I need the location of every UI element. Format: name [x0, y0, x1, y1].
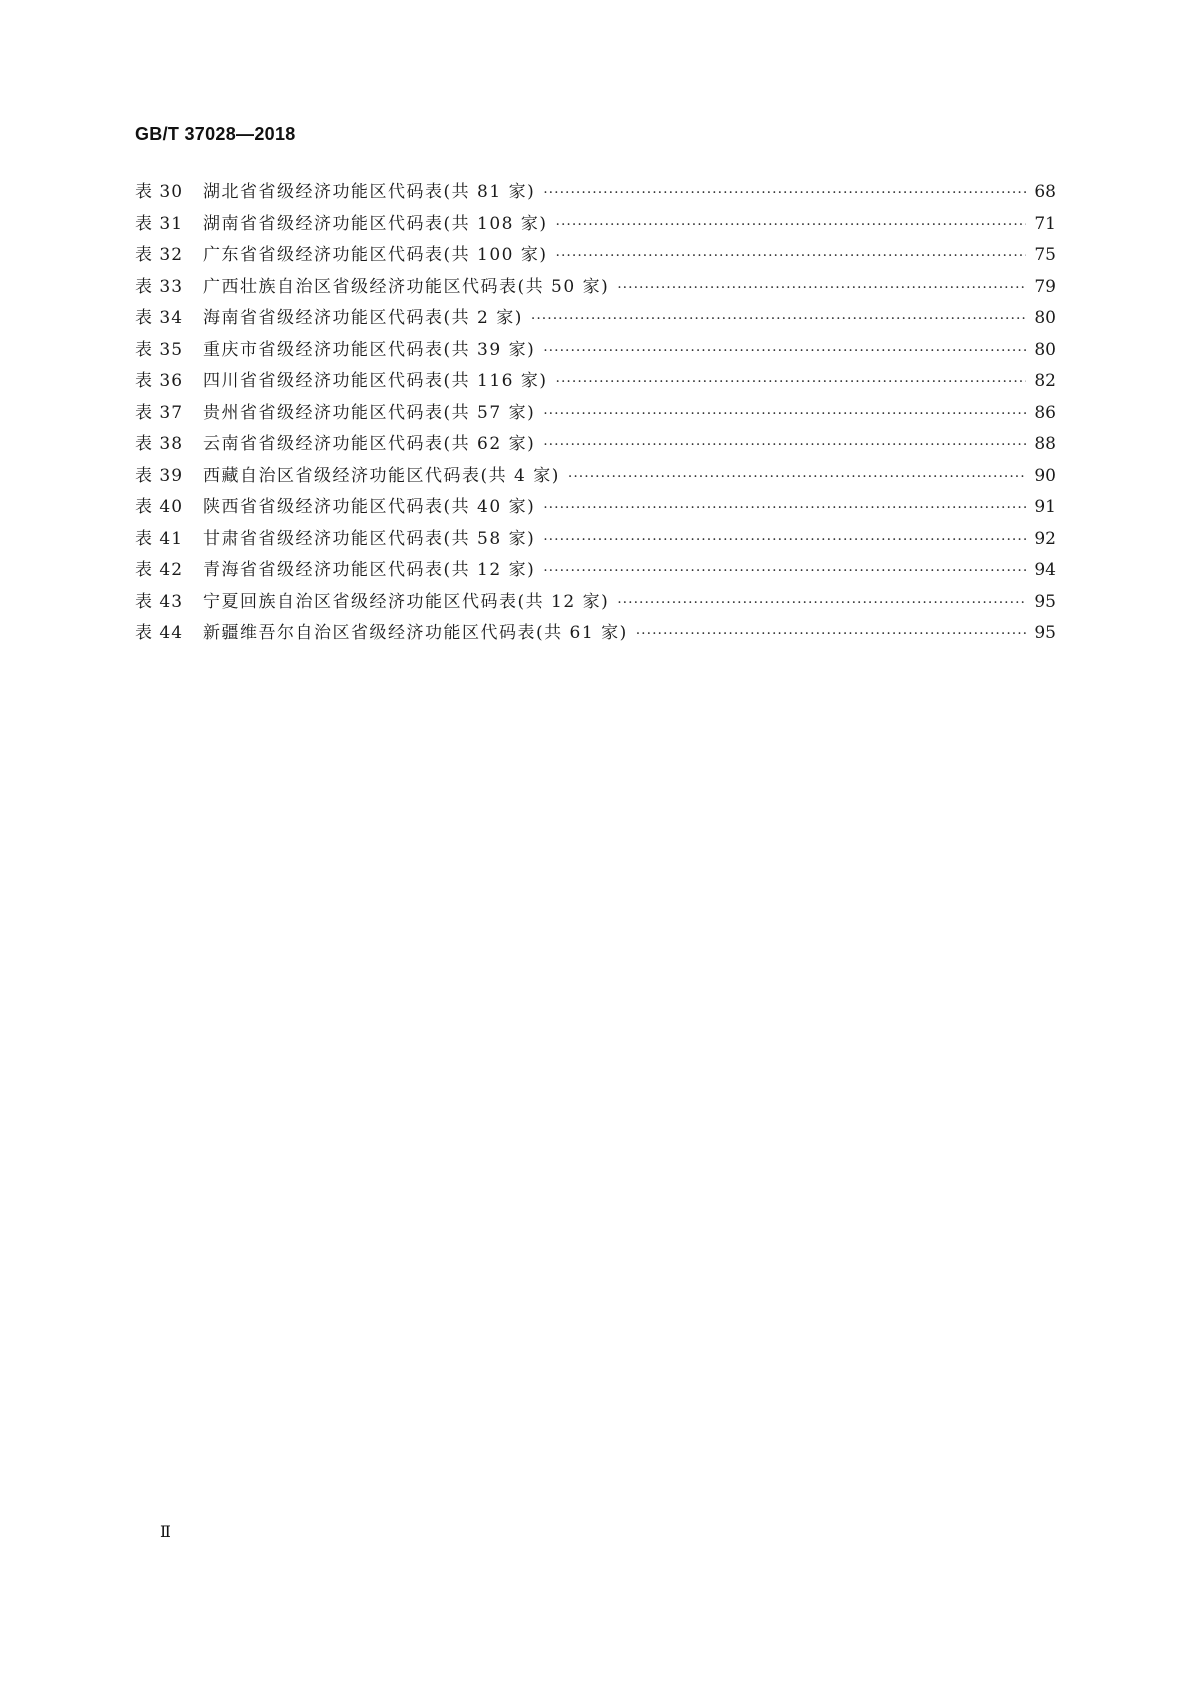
toc-dot-leader: [556, 367, 1026, 399]
toc-entry-page: 75: [1034, 245, 1056, 265]
toc-entry[interactable]: [135, 398, 1056, 430]
toc-entry-page: 71: [1034, 213, 1056, 234]
toc-entry-title: 宁夏回族自治区省级经济功能区代码表(共 12 家): [203, 591, 610, 612]
toc-entry-page: 92: [1034, 528, 1056, 549]
toc-entry-number: 表 44: [135, 623, 184, 643]
toc-entry-number: 表 41: [135, 528, 184, 549]
toc-entry[interactable]: [135, 429, 1056, 461]
toc-entry-title: 陕西省省级经济功能区代码表(共 40 家): [203, 497, 536, 517]
toc-dot-leader: [543, 556, 1026, 588]
toc-dot-leader: [543, 336, 1026, 368]
toc-dot-leader: [636, 619, 1026, 651]
toc-entry[interactable]: [135, 335, 1056, 367]
toc-entry-page: 88: [1034, 434, 1056, 454]
toc-entry-number: 表 37: [135, 402, 184, 423]
toc-entry-page: 79: [1034, 276, 1056, 297]
toc-entry-title: 海南省省级经济功能区代码表(共 2 家): [203, 308, 523, 328]
toc-entry-number: 表 33: [135, 276, 184, 297]
toc-dot-leader: [543, 178, 1026, 210]
toc-dot-leader: [543, 430, 1026, 462]
toc-entry-number: 表 32: [135, 245, 184, 265]
toc-entry-page: 86: [1034, 402, 1056, 423]
toc-dot-leader: [617, 588, 1026, 620]
toc-dot-leader: [617, 273, 1026, 305]
toc-entry-page: 90: [1034, 465, 1056, 486]
toc-entry-number: 表 31: [135, 213, 184, 234]
toc-entry-number: 表 43: [135, 591, 184, 612]
toc-entry[interactable]: [135, 177, 1056, 209]
toc-entry-page: 95: [1034, 591, 1056, 612]
toc-entry-number: 表 30: [135, 182, 184, 202]
toc-dot-leader: [543, 493, 1026, 525]
toc-entry-title: 广东省省级经济功能区代码表(共 100 家): [203, 245, 548, 265]
toc-dot-leader: [531, 304, 1026, 336]
toc-entry[interactable]: [135, 618, 1056, 650]
toc-entry-page: 68: [1034, 182, 1056, 202]
toc-entry-number: 表 35: [135, 339, 184, 360]
toc-entry-page: 80: [1034, 308, 1056, 328]
toc-entry-number: 表 40: [135, 497, 184, 517]
toc-entry-page: 80: [1034, 339, 1056, 360]
toc-entry[interactable]: [135, 209, 1056, 241]
toc-entry-page: 95: [1034, 623, 1056, 643]
toc-entry-title: 新疆维吾尔自治区省级经济功能区代码表(共 61 家): [203, 623, 628, 643]
toc-entry[interactable]: [135, 492, 1056, 524]
toc-entry[interactable]: [135, 240, 1056, 272]
toc-entry[interactable]: [135, 461, 1056, 493]
toc-entry-page: 91: [1034, 497, 1056, 517]
toc-entry-number: 表 38: [135, 434, 184, 454]
toc-entry-title: 湖北省省级经济功能区代码表(共 81 家): [203, 182, 536, 202]
toc-entry-title: 青海省省级经济功能区代码表(共 12 家): [203, 560, 536, 580]
toc-entry-title: 贵州省省级经济功能区代码表(共 57 家): [203, 402, 536, 423]
toc-dot-leader: [543, 525, 1026, 557]
toc-entry[interactable]: [135, 366, 1056, 398]
toc-dot-leader: [568, 462, 1026, 494]
toc-entry-title: 四川省省级经济功能区代码表(共 116 家): [203, 371, 548, 391]
toc-entry-title: 湖南省省级经济功能区代码表(共 108 家): [203, 213, 548, 234]
toc-entry-page: 82: [1034, 371, 1056, 391]
toc-entry-number: 表 36: [135, 371, 184, 391]
toc-entry[interactable]: [135, 303, 1056, 335]
toc-entry[interactable]: [135, 524, 1056, 556]
toc-entry-number: 表 39: [135, 465, 184, 486]
toc-entry-title: 甘肃省省级经济功能区代码表(共 58 家): [203, 528, 536, 549]
toc-entry-number: 表 42: [135, 560, 184, 580]
toc-dot-leader: [543, 399, 1026, 431]
toc-entry-title: 云南省省级经济功能区代码表(共 62 家): [203, 434, 536, 454]
toc-entry[interactable]: [135, 555, 1056, 587]
toc-dot-leader: [556, 210, 1026, 242]
toc-entry-number: 表 34: [135, 308, 184, 328]
toc-entry-title: 广西壮族自治区省级经济功能区代码表(共 50 家): [203, 276, 610, 297]
toc-dot-leader: [556, 241, 1026, 273]
toc-entry[interactable]: [135, 587, 1056, 619]
toc-entry-title: 重庆市省级经济功能区代码表(共 39 家): [203, 339, 536, 360]
table-of-contents: [135, 177, 1056, 650]
toc-entry[interactable]: [135, 272, 1056, 304]
toc-entry-title: 西藏自治区省级经济功能区代码表(共 4 家): [203, 465, 560, 486]
toc-entry-page: 94: [1034, 560, 1056, 580]
page-number: Ⅱ: [160, 1524, 171, 1541]
standard-number: GB/T 37028—2018: [135, 124, 296, 144]
